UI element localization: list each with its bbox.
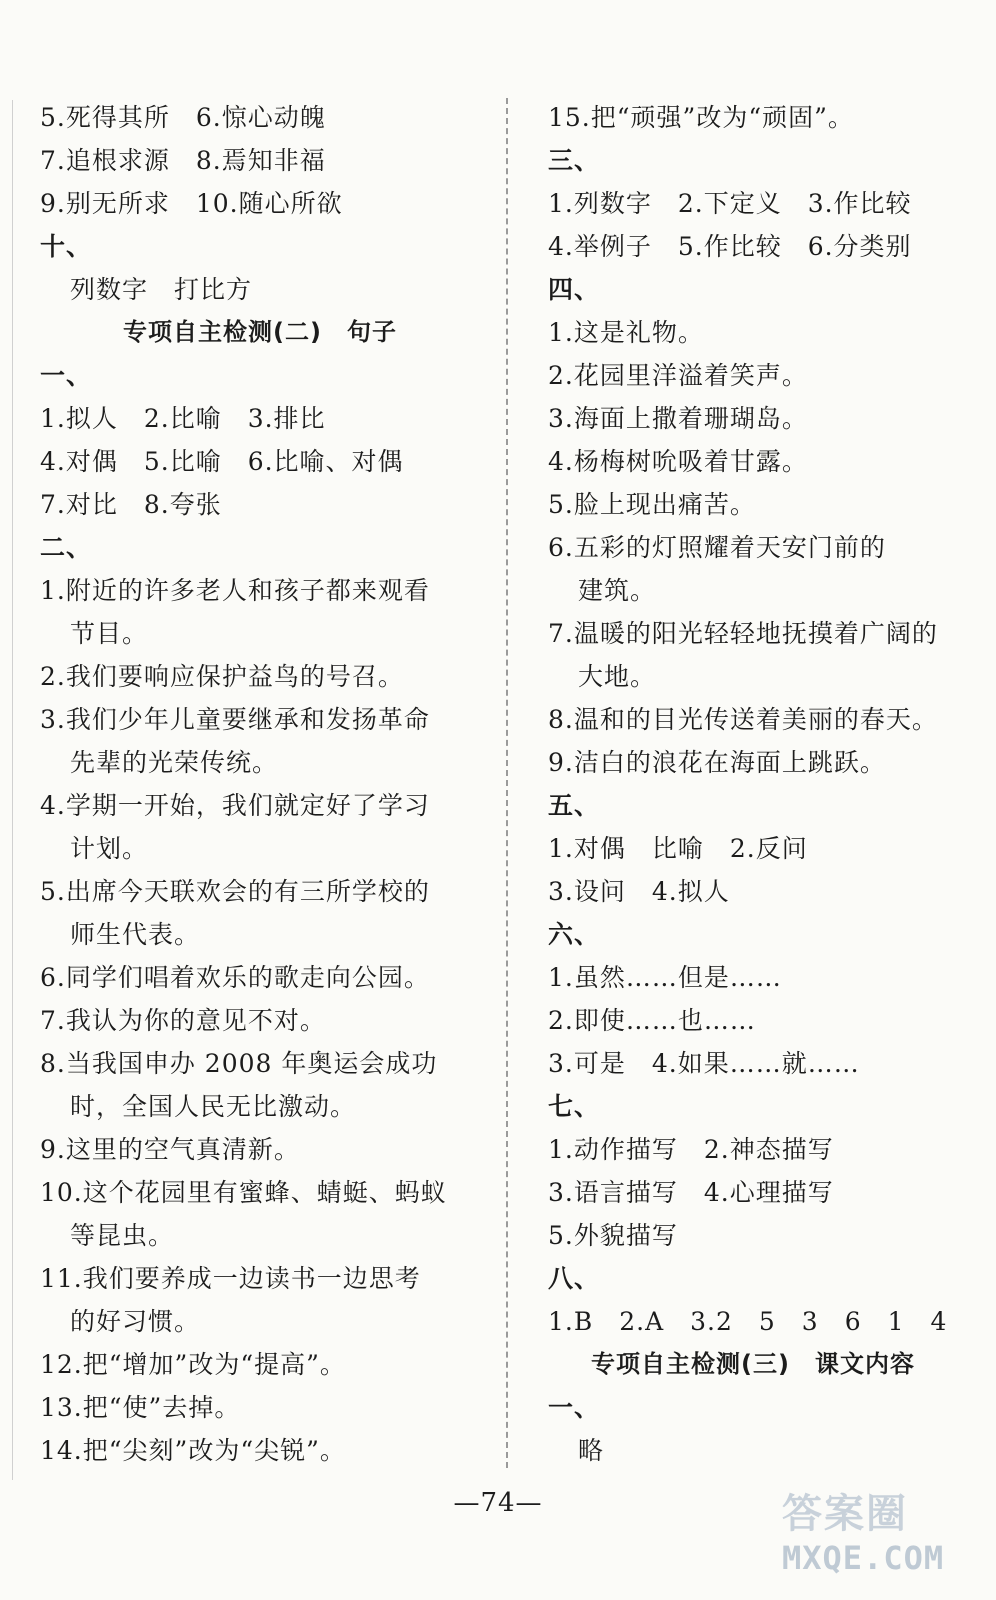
answer-line: 师生代表。 (70, 920, 201, 949)
answer-line: 1.动作描写 2.神态描写 (548, 1135, 834, 1164)
answer-line: 2.花园里洋溢着笑声。 (548, 361, 808, 390)
answer-line: 4.杨梅树吮吸着甘露。 (548, 447, 808, 476)
answer-line: 大地。 (578, 662, 657, 691)
answer-line: 9.这里的空气真清新。 (40, 1135, 300, 1164)
answer-line: 5.出席今天联欢会的有三所学校的 (40, 877, 430, 906)
section-heading: 三、 (548, 146, 601, 175)
answer-line: 12.把“增加”改为“提高”。 (40, 1350, 346, 1379)
section-heading: 一、 (548, 1393, 601, 1422)
answer-line: 时，全国人民无比激动。 (70, 1092, 357, 1121)
answer-line: 13.把“使”去掉。 (40, 1393, 241, 1422)
answer-line: 1.列数字 2.下定义 3.作比较 (548, 189, 912, 218)
section-heading: 二、 (40, 533, 93, 562)
answer-line: 的好习惯。 (70, 1307, 201, 1336)
answer-line: 5.外貌描写 (548, 1221, 678, 1250)
answer-line: 6.五彩的灯照耀着天安门前的 (548, 533, 886, 562)
answer-line: 11.我们要养成一边读书一边思考 (40, 1264, 421, 1293)
answer-line: 5.脸上现出痛苦。 (548, 490, 756, 519)
answer-line: 列数字 打比方 (70, 275, 253, 304)
answer-line: 4.对偶 5.比喻 6.比喻、对偶 (40, 447, 404, 476)
answer-line: 10.这个花园里有蜜蜂、蜻蜓、蚂蚁 (40, 1178, 447, 1207)
answer-line: 略 (578, 1436, 605, 1465)
section-heading: 一、 (40, 361, 93, 390)
watermark-logo (782, 1482, 982, 1592)
section-heading: 十、 (40, 232, 93, 261)
answer-line: 9.洁白的浪花在海面上跳跃。 (548, 748, 886, 777)
answer-line: 1.对偶 比喻 2.反问 (548, 834, 808, 863)
section-heading: 五、 (548, 791, 601, 820)
column-divider (506, 98, 508, 1468)
section-title: 专项自主检测(二) 句子 (123, 318, 397, 346)
answer-line: 2.即使……也…… (548, 1006, 756, 1035)
answer-line: 建筑。 (578, 576, 657, 605)
answer-line: 先辈的光荣传统。 (70, 748, 279, 777)
answer-line: 1.虽然……但是…… (548, 963, 782, 992)
answer-line: 14.把“尖刻”改为“尖锐”。 (40, 1436, 346, 1465)
answer-line: 计划。 (70, 834, 149, 863)
answer-line: 8.当我国申办 2008 年奥运会成功 (40, 1049, 438, 1078)
answer-line: 3.可是 4.如果……就…… (548, 1049, 860, 1078)
page-number: —74— (453, 1488, 543, 1518)
answer-line: 3.我们少年儿童要继承和发扬革命 (40, 705, 430, 734)
answer-line: 3.设问 4.拟人 (548, 877, 730, 906)
answer-line: 等昆虫。 (70, 1221, 175, 1250)
answer-line: 15.把“顽强”改为“顽固”。 (548, 103, 854, 132)
answer-line: 7.我认为你的意见不对。 (40, 1006, 326, 1035)
answer-line: 8.温和的目光传送着美丽的春天。 (548, 705, 938, 734)
watermark-text-top: 答案圈 (782, 1491, 908, 1537)
watermark-text-bottom: MXQE.COM (782, 1539, 945, 1577)
answer-line: 6.同学们唱着欢乐的歌走向公园。 (40, 963, 430, 992)
answer-line: 3.海面上撒着珊瑚岛。 (548, 404, 808, 433)
section-heading: 八、 (548, 1264, 601, 1293)
section-title: 专项自主检测(三) 课文内容 (591, 1350, 915, 1378)
answer-line: 1.拟人 2.比喻 3.排比 (40, 404, 326, 433)
left-margin-rule (12, 100, 13, 1480)
right-column (548, 96, 958, 1472)
answer-line: 7.追根求源 8.焉知非福 (40, 146, 326, 175)
section-heading: 七、 (548, 1092, 601, 1121)
answer-line: 4.举例子 5.作比较 6.分类别 (548, 232, 912, 261)
answer-line: 9.别无所求 10.随心所欲 (40, 189, 343, 218)
answer-line: 节目。 (70, 619, 149, 648)
answer-line: 2.我们要响应保护益鸟的号召。 (40, 662, 404, 691)
answer-line: 1.B 2.A 3.2 5 3 6 1 4 (548, 1307, 948, 1336)
answer-line: 1.附近的许多老人和孩子都来观看 (40, 576, 430, 605)
answer-line: 3.语言描写 4.心理描写 (548, 1178, 834, 1207)
left-column (40, 96, 480, 1472)
section-heading: 四、 (548, 275, 601, 304)
answer-line: 5.死得其所 6.惊心动魄 (40, 103, 326, 132)
answer-line: 1.这是礼物。 (548, 318, 704, 347)
section-heading: 六、 (548, 920, 601, 949)
answer-line: 4.学期一开始，我们就定好了学习 (40, 791, 430, 820)
answer-line: 7.温暖的阳光轻轻地抚摸着广阔的 (548, 619, 938, 648)
answer-line: 7.对比 8.夸张 (40, 490, 222, 519)
